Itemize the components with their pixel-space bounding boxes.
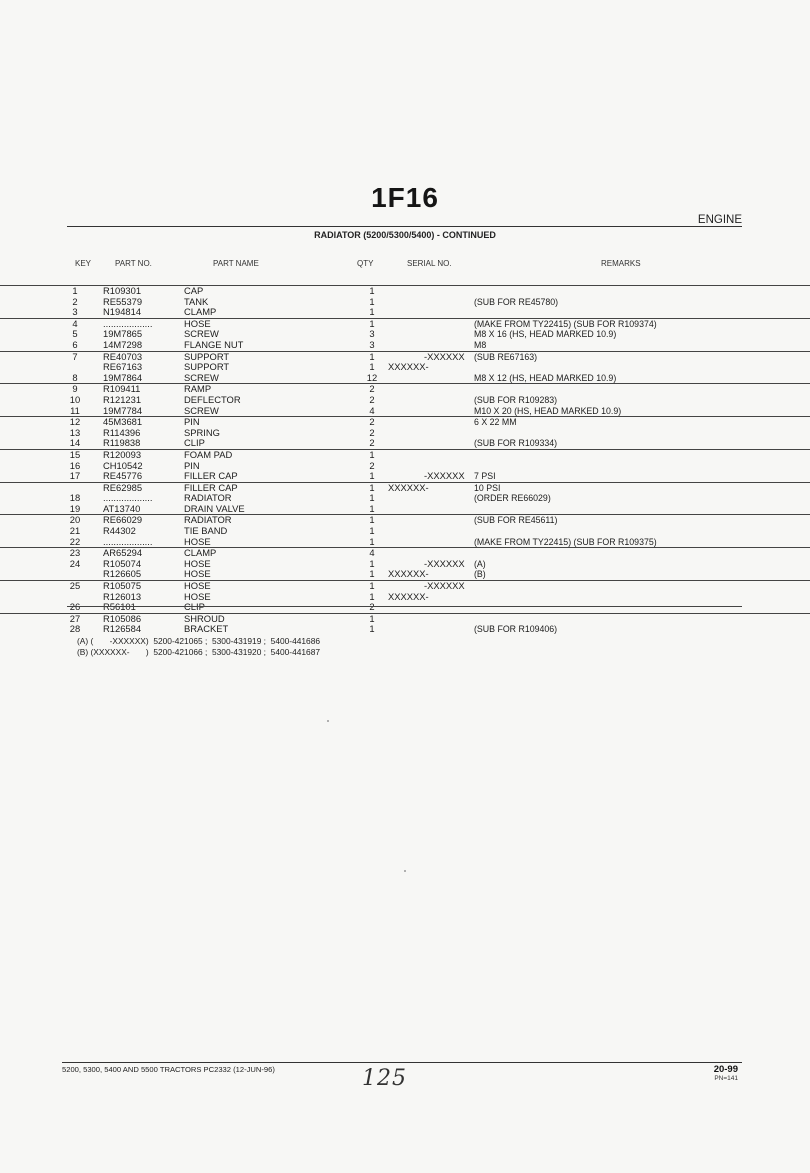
row-key: 20	[69, 514, 81, 526]
row-qty: 12	[366, 371, 378, 383]
row-qty: 3	[369, 328, 375, 340]
row-qty: 1	[369, 557, 375, 569]
row-key: 15	[69, 448, 81, 460]
row-part-no: R105086	[103, 612, 142, 624]
row-part-no: 19M7784	[103, 404, 143, 416]
row-remarks: 6 X 22 MM	[474, 417, 517, 428]
row-key: 6	[72, 338, 78, 350]
table-row	[0, 285, 810, 297]
row-part-no: R109411	[103, 383, 141, 395]
row-remarks: 10 PSI	[474, 482, 501, 493]
scan-speck	[327, 720, 329, 722]
row-part-name: FLANGE NUT	[184, 338, 244, 350]
col-header-part-name: PART NAME	[213, 259, 259, 268]
row-part-name: FILLER CAP	[184, 470, 238, 482]
row-remarks: M8 X 12 (HS, HEAD MARKED 10.9)	[474, 372, 617, 383]
row-part-no: R114396	[103, 426, 141, 438]
table-row	[0, 340, 810, 351]
row-part-no: 19M7865	[103, 328, 143, 340]
row-part-no: R105075	[103, 580, 142, 592]
row-qty: 1	[369, 568, 375, 580]
row-remarks: (MAKE FROM TY22415) (SUB FOR R109374)	[474, 318, 657, 329]
row-part-no: 14M7298	[103, 338, 143, 350]
row-serial-no: XXXXXX-	[388, 590, 429, 602]
row-part-no: R126013	[103, 590, 142, 602]
row-part-no: RE67163	[103, 361, 143, 373]
row-part-name: SCREW	[184, 328, 219, 340]
footer-pn: PN=141	[714, 1075, 738, 1082]
row-key: 11	[70, 404, 80, 416]
handwritten-page-number: 125	[362, 1066, 407, 1091]
row-part-name: BRACKET	[184, 623, 229, 635]
row-key: 2	[72, 295, 78, 307]
row-remarks: (SUB FOR R109334)	[474, 438, 558, 449]
header-rule	[67, 226, 742, 227]
row-serial-no: XXXXXX-	[388, 481, 429, 493]
col-header-remarks: REMARKS	[601, 259, 641, 268]
row-remarks: M8 X 16 (HS, HEAD MARKED 10.9)	[474, 329, 617, 340]
row-qty: 1	[369, 470, 375, 482]
row-key: 8	[72, 371, 78, 383]
row-remarks: (ORDER RE66029)	[474, 493, 551, 504]
table-bottom-rule	[67, 606, 742, 607]
row-key: 1	[72, 285, 78, 296]
row-qty: 1	[369, 317, 375, 329]
row-key: 16	[69, 459, 81, 471]
row-part-no: AR65294	[103, 547, 143, 559]
row-part-no: RE62985	[103, 481, 143, 493]
row-part-no: 45M3681	[103, 416, 143, 428]
row-part-name: CAP	[184, 285, 204, 296]
row-part-no: R120093	[103, 448, 142, 460]
row-part-name: HOSE	[184, 580, 211, 592]
row-part-name: SPRING	[184, 426, 220, 438]
row-qty: 3	[369, 338, 375, 350]
row-part-no: CH10542	[103, 459, 143, 471]
row-key: 27	[69, 612, 81, 624]
table-row	[0, 406, 810, 417]
row-part-no: R126605	[103, 568, 142, 580]
row-qty: 1	[369, 514, 375, 526]
row-remarks: (SUB RE67163)	[474, 351, 538, 362]
section-label: ENGINE	[697, 214, 742, 226]
footer-page-block	[714, 1064, 738, 1082]
row-serial-no: -XXXXXX	[424, 470, 465, 482]
row-qty: 1	[369, 502, 375, 514]
row-qty: 1	[369, 525, 375, 537]
row-serial-no: XXXXXX-	[388, 361, 429, 373]
row-qty: 1	[369, 448, 375, 460]
footnote-a: (A) ( -XXXXXX) 5200-421065 ; 5300-431919 ; 5400-441686	[77, 636, 321, 646]
row-qty: 2	[369, 426, 375, 438]
row-part-name: SUPPORT	[184, 361, 230, 373]
row-part-name: HOSE	[184, 535, 211, 547]
page-title: RADIATOR (5200/5300/5400) - CONTINUED	[314, 230, 496, 240]
row-part-no: RE66029	[103, 514, 143, 526]
row-part-name: DEFLECTOR	[184, 393, 241, 405]
table-row	[0, 580, 810, 592]
row-key: 3	[72, 306, 78, 318]
row-qty: 1	[369, 535, 375, 547]
row-remarks: M10 X 20 (HS, HEAD MARKED 10.9)	[474, 405, 622, 416]
row-qty: 2	[369, 393, 375, 405]
row-key: 17	[69, 470, 81, 482]
table-row	[0, 438, 810, 449]
row-part-name: SUPPORT	[184, 350, 230, 362]
row-key: 26	[69, 601, 81, 613]
row-key: 21	[69, 525, 81, 537]
row-qty: 1	[369, 361, 375, 373]
table-row	[0, 395, 810, 406]
row-qty: 2	[369, 601, 375, 613]
row-part-no: RE55379	[103, 295, 143, 307]
col-header-serial-no: SERIAL NO.	[407, 259, 452, 268]
row-part-name: CLIP	[184, 437, 205, 449]
table-row	[0, 624, 810, 635]
row-part-name: HOSE	[184, 568, 211, 580]
row-part-no: RE40703	[103, 350, 143, 362]
row-part-no: R109301	[103, 285, 142, 296]
row-part-no: ...................	[103, 535, 153, 547]
row-qty: 1	[369, 481, 375, 493]
table-row	[0, 504, 810, 515]
row-serial-no: -XXXXXX	[424, 580, 465, 592]
row-key: 24	[69, 557, 81, 569]
row-part-name: FILLER CAP	[184, 481, 238, 493]
row-part-no: AT13740	[103, 502, 141, 514]
row-key: 23	[69, 547, 81, 559]
table-row	[0, 602, 810, 613]
footnote-b: (B) (XXXXXX- ) 5200-421066 ; 5300-431920 ; 5400-441687	[77, 646, 321, 657]
row-part-no: ...................	[103, 317, 153, 329]
row-key: 13	[69, 426, 81, 438]
row-qty: 1	[369, 285, 375, 296]
row-serial-no: -XXXXXX	[424, 557, 465, 569]
footer-rule	[62, 1062, 742, 1063]
row-remarks: 7 PSI	[474, 471, 496, 482]
row-remarks: (SUB FOR RE45611)	[474, 515, 558, 526]
table-row	[0, 307, 810, 318]
row-serial-no: -XXXXXX	[424, 350, 465, 362]
row-part-name: RAMP	[184, 383, 212, 395]
row-key: 19	[69, 502, 81, 514]
row-remarks: M8	[474, 339, 487, 350]
row-part-name: CLAMP	[184, 547, 217, 559]
row-part-no: N194814	[103, 306, 142, 318]
row-key: 10	[69, 393, 81, 405]
row-qty: 2	[369, 383, 375, 395]
table-row	[0, 416, 810, 428]
row-qty: 2	[369, 416, 375, 428]
page-code: 1F16	[371, 182, 439, 213]
col-header-qty: QTY	[357, 259, 374, 268]
row-part-name: CLAMP	[184, 306, 217, 318]
row-part-name: HOSE	[184, 590, 211, 602]
table-row	[0, 537, 810, 548]
row-qty: 1	[369, 590, 375, 602]
row-qty: 1	[369, 350, 375, 362]
row-part-no: R119838	[103, 437, 141, 449]
row-part-no: R126584	[103, 623, 142, 635]
row-remarks: (B)	[474, 569, 486, 580]
row-part-name: RADIATOR	[184, 492, 232, 504]
row-qty: 1	[369, 612, 375, 624]
footnotes	[77, 636, 320, 657]
row-remarks: (SUB FOR R109406)	[474, 624, 558, 635]
row-remarks: (MAKE FROM TY22415) (SUB FOR R109375)	[474, 536, 657, 547]
row-qty: 1	[369, 580, 375, 592]
row-key: 5	[72, 328, 78, 340]
col-header-part-no: PART NO.	[115, 259, 152, 268]
row-part-name: SCREW	[184, 404, 219, 416]
row-part-name: TANK	[184, 295, 209, 307]
row-part-no: R105074	[103, 557, 142, 569]
table-row	[0, 471, 810, 482]
row-qty: 2	[369, 459, 375, 471]
row-key: 12	[69, 416, 81, 428]
row-part-no: R121231	[103, 393, 142, 405]
row-part-name: CLIP	[184, 601, 205, 613]
row-qty: 1	[369, 623, 375, 635]
scan-speck	[404, 870, 406, 872]
row-key: 14	[69, 437, 81, 449]
column-headers	[0, 259, 810, 273]
row-qty: 1	[369, 306, 375, 318]
row-part-name: PIN	[184, 459, 200, 471]
table-row	[0, 449, 810, 461]
row-serial-no: XXXXXX-	[388, 568, 429, 580]
row-remarks: (SUB FOR RE45780)	[474, 296, 559, 307]
row-part-name: HOSE	[184, 557, 211, 569]
row-key: 18	[69, 492, 81, 504]
row-part-name: PIN	[184, 416, 200, 428]
row-key: 4	[72, 317, 78, 329]
row-key: 9	[72, 383, 78, 395]
row-part-no: R56101	[103, 601, 136, 613]
row-part-name: FOAM PAD	[184, 448, 233, 460]
row-part-name: HOSE	[184, 317, 211, 329]
row-part-no: R44302	[103, 525, 136, 537]
row-remarks: (A)	[474, 558, 486, 569]
row-key: 28	[69, 623, 81, 635]
row-part-no: ...................	[103, 492, 153, 504]
row-key: 25	[69, 580, 81, 592]
row-qty: 1	[369, 492, 375, 504]
footer-model-line: 5200, 5300, 5400 AND 5500 TRACTORS PC2332 (12-JUN-96)	[62, 1065, 275, 1074]
row-remarks: (SUB FOR R109283)	[474, 394, 558, 405]
row-key: 7	[72, 350, 78, 362]
row-qty: 2	[369, 437, 375, 449]
footer-page-number: 20-99	[713, 1064, 738, 1075]
row-qty: 1	[369, 295, 375, 307]
table-row	[0, 373, 810, 384]
row-part-name: SCREW	[184, 371, 219, 383]
row-part-no: RE45776	[103, 470, 143, 482]
row-part-no: 19M7864	[103, 371, 143, 383]
row-part-name: TIE BAND	[184, 525, 228, 537]
row-key: 22	[69, 535, 81, 547]
row-part-name: SHROUD	[184, 612, 225, 624]
parts-table	[0, 285, 810, 635]
row-qty: 4	[369, 547, 375, 559]
row-qty: 4	[369, 404, 375, 416]
row-part-name: RADIATOR	[184, 514, 232, 526]
row-part-name: DRAIN VALVE	[184, 502, 245, 514]
col-header-key: KEY	[75, 259, 92, 268]
table-row	[0, 569, 810, 580]
